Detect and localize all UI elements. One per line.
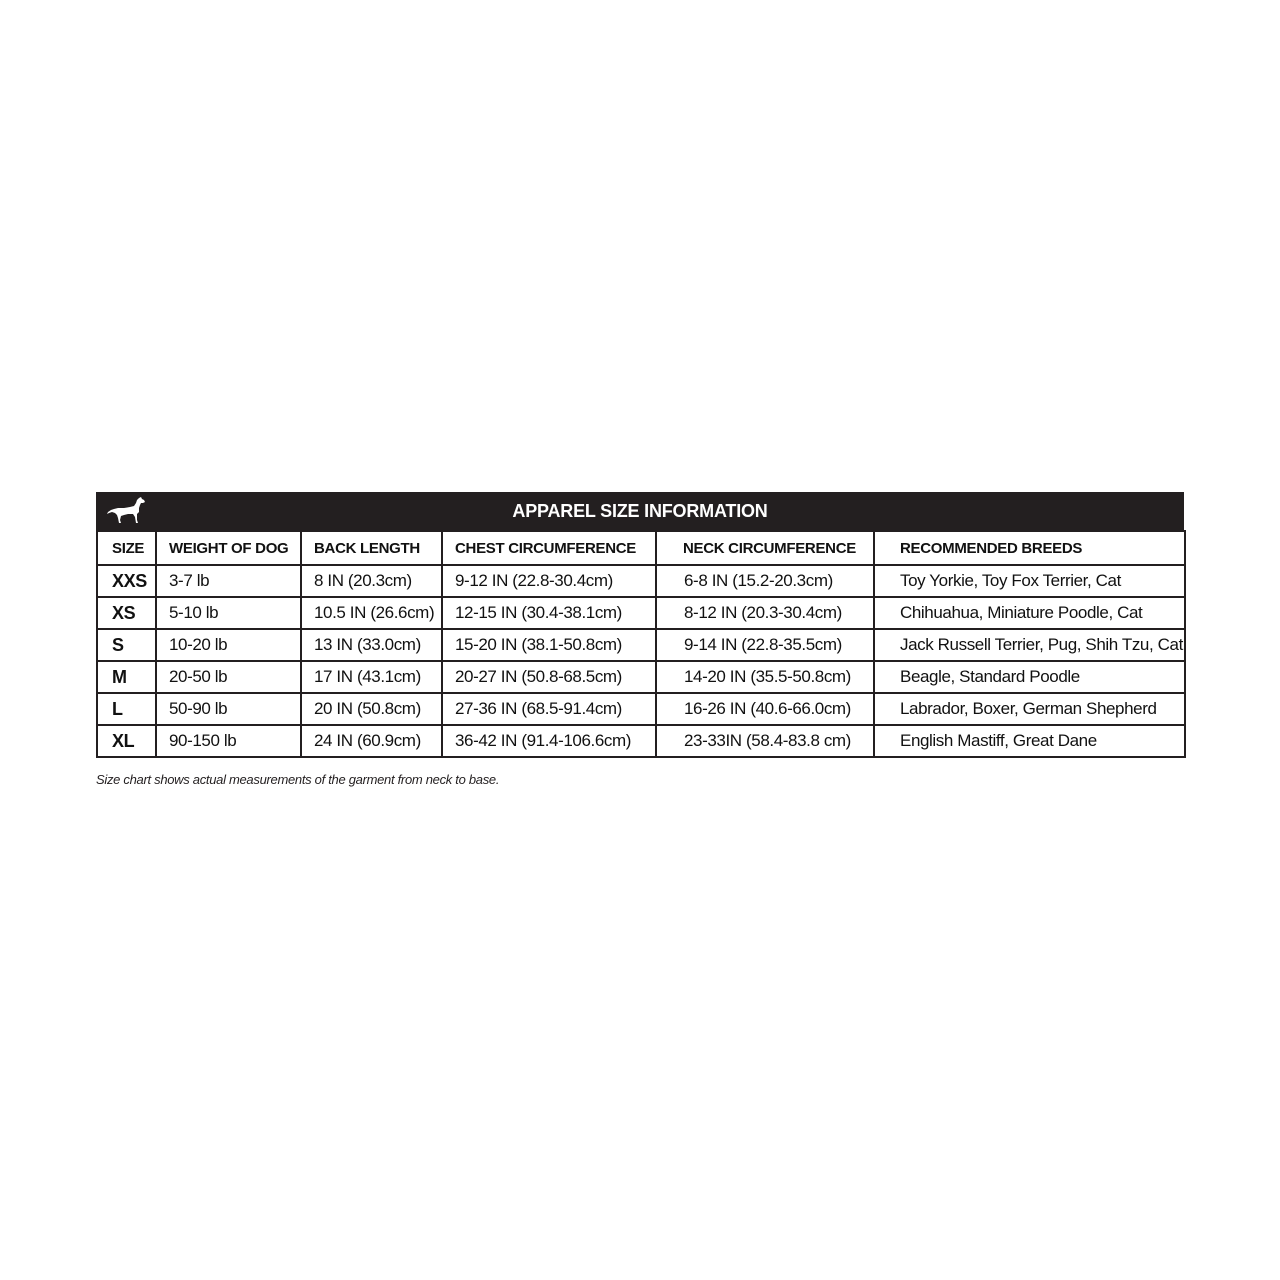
back-length-cell: 8 IN (20.3cm) <box>301 565 442 597</box>
chest-cell: 20-27 IN (50.8-68.5cm) <box>442 661 656 693</box>
breeds-cell: Toy Yorkie, Toy Fox Terrier, Cat <box>874 565 1185 597</box>
breeds-cell: Jack Russell Terrier, Pug, Shih Tzu, Cat <box>874 629 1185 661</box>
weight-cell: 50-90 lb <box>156 693 301 725</box>
column-header-chest: CHEST CIRCUMFERENCE <box>442 531 656 565</box>
chest-cell: 36-42 IN (91.4-106.6cm) <box>442 725 656 757</box>
title-bar <box>96 492 1184 530</box>
back-length-cell: 13 IN (33.0cm) <box>301 629 442 661</box>
neck-cell: 14-20 IN (35.5-50.8cm) <box>656 661 874 693</box>
neck-cell: 8-12 IN (20.3-30.4cm) <box>656 597 874 629</box>
column-header-breeds: RECOMMENDED BREEDS <box>874 531 1185 565</box>
dog-silhouette-icon <box>106 496 146 526</box>
size-cell: M <box>97 661 156 693</box>
footnote: Size chart shows actual measurements of the garment from neck to base. <box>96 772 500 787</box>
chest-cell: 9-12 IN (22.8-30.4cm) <box>442 565 656 597</box>
neck-cell: 6-8 IN (15.2-20.3cm) <box>656 565 874 597</box>
chest-cell: 15-20 IN (38.1-50.8cm) <box>442 629 656 661</box>
size-cell: L <box>97 693 156 725</box>
size-table <box>96 530 1186 758</box>
breeds-cell: Labrador, Boxer, German Shepherd <box>874 693 1185 725</box>
breeds-cell: Chihuahua, Miniature Poodle, Cat <box>874 597 1185 629</box>
neck-cell: 23-33IN (58.4-83.8 cm) <box>656 725 874 757</box>
neck-cell: 9-14 IN (22.8-35.5cm) <box>656 629 874 661</box>
weight-cell: 10-20 lb <box>156 629 301 661</box>
size-cell: XS <box>97 597 156 629</box>
table-row <box>97 629 1185 661</box>
column-header-weight: WEIGHT OF DOG <box>156 531 301 565</box>
table-row <box>97 661 1185 693</box>
table-row <box>97 725 1185 757</box>
size-cell: S <box>97 629 156 661</box>
size-chart <box>96 492 1184 758</box>
weight-cell: 3-7 lb <box>156 565 301 597</box>
weight-cell: 90-150 lb <box>156 725 301 757</box>
weight-cell: 5-10 lb <box>156 597 301 629</box>
table-row <box>97 693 1185 725</box>
column-header-back-length: BACK LENGTH <box>301 531 442 565</box>
chart-title: APPAREL SIZE INFORMATION <box>512 500 768 521</box>
size-cell: XL <box>97 725 156 757</box>
size-cell: XXS <box>97 565 156 597</box>
table-row <box>97 597 1185 629</box>
column-header-neck: NECK CIRCUMFERENCE <box>656 531 874 565</box>
back-length-cell: 24 IN (60.9cm) <box>301 725 442 757</box>
table-row <box>97 565 1185 597</box>
breeds-cell: English Mastiff, Great Dane <box>874 725 1185 757</box>
back-length-cell: 17 IN (43.1cm) <box>301 661 442 693</box>
breeds-cell: Beagle, Standard Poodle <box>874 661 1185 693</box>
back-length-cell: 10.5 IN (26.6cm) <box>301 597 442 629</box>
table-header-row <box>97 531 1185 565</box>
chest-cell: 12-15 IN (30.4-38.1cm) <box>442 597 656 629</box>
weight-cell: 20-50 lb <box>156 661 301 693</box>
back-length-cell: 20 IN (50.8cm) <box>301 693 442 725</box>
chest-cell: 27-36 IN (68.5-91.4cm) <box>442 693 656 725</box>
neck-cell: 16-26 IN (40.6-66.0cm) <box>656 693 874 725</box>
column-header-size: SIZE <box>97 531 156 565</box>
